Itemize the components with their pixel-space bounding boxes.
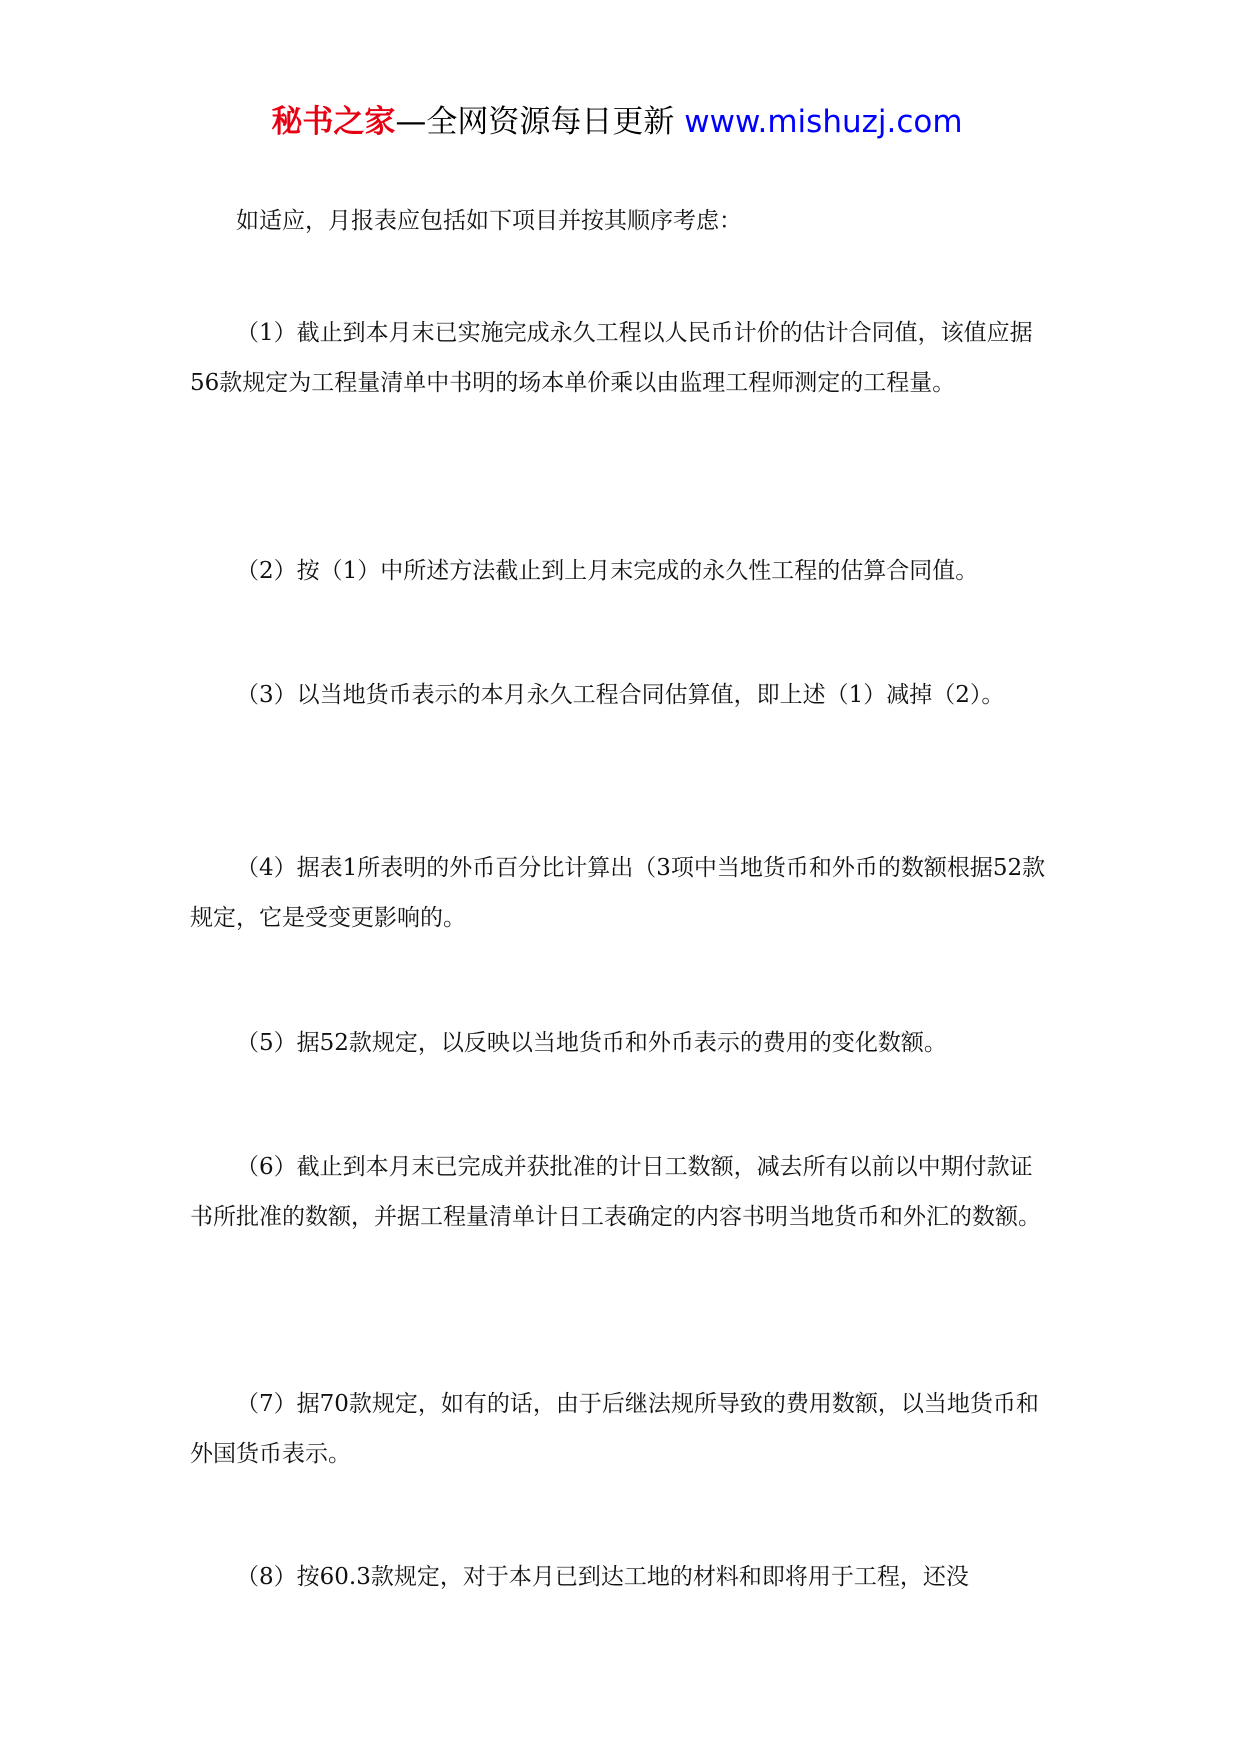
brand-name: 秘书之家 bbox=[271, 104, 396, 140]
item-paragraph-6: （6）截止到本月末已完成并获批准的计日工数额，减去所有以前以中期付款证书所批准的数额，并据工程量清单计日工表确定的内容书明当地货币和外汇的数额。 bbox=[190, 1154, 1041, 1230]
item-paragraph-2: （2）按（1）中所述方法截止到上月末完成的永久性工程的估算合同值。 bbox=[236, 558, 979, 584]
item-paragraph-5: （5）据52款规定，以反映以当地货币和外币表示的费用的变化数额。 bbox=[236, 1030, 947, 1056]
intro-paragraph: 如适应，月报表应包括如下项目并按其顺序考虑： bbox=[236, 208, 742, 234]
item-paragraph-8: （8）按60.3款规定，对于本月已到达工地的材料和即将用于工程，还没 bbox=[236, 1564, 969, 1590]
item-paragraph-7: （7）据70款规定，如有的话，由于后继法规所导致的费用数额，以当地货币和外国货币表示。 bbox=[190, 1391, 1039, 1467]
header-slogan: —全网资源每日更新 bbox=[395, 104, 675, 140]
header-url-link[interactable]: www.mishuzj.com bbox=[684, 104, 963, 140]
site-header bbox=[0, 100, 1234, 144]
item-paragraph-4: （4）据表1所表明的外币百分比计算出（3项中当地货币和外币的数额根据52款规定，它是受变更影响的。 bbox=[190, 855, 1046, 931]
item-paragraph-3: （3）以当地货币表示的本月永久工程合同估算值，即上述（1）减掉（2）。 bbox=[236, 682, 1005, 708]
item-paragraph-1: （1）截止到本月末已实施完成永久工程以人民币计价的估计合同值，该值应据56款规定为工程量清单中书明的场本单价乘以由监理工程师测定的工程量。 bbox=[190, 320, 1033, 396]
